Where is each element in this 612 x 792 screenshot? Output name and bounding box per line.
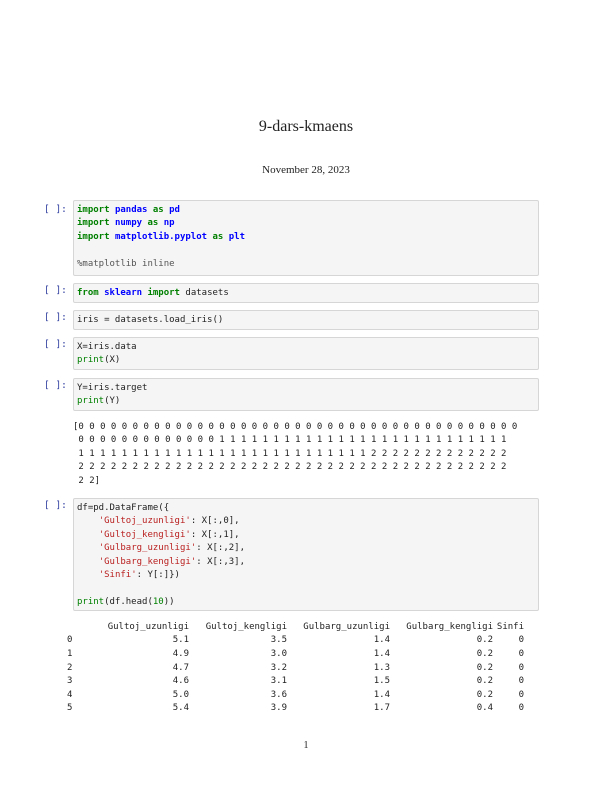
document-date: November 28, 2023 <box>262 164 350 176</box>
document-title: 9-dars-kmaens <box>258 118 354 135</box>
cell-prompt: [ ]: <box>44 285 67 296</box>
table-row: 3 4.6 3.1 1.5 0.2 0 <box>67 676 524 687</box>
cell-prompt: [ ]: <box>44 312 67 323</box>
column-header: Sinfi <box>496 621 524 632</box>
column-header: Gulbarg_uzunligi <box>303 621 390 632</box>
page-number: 1 <box>303 740 309 751</box>
table-row: 4 5.0 3.6 1.4 0.2 0 <box>67 689 524 700</box>
column-header: Gultoj_uzunligi <box>107 621 189 632</box>
code-input[interactable]: X=iris.data print(X) <box>73 337 539 370</box>
cell-output: [0 0 0 0 0 0 0 0 0 0 0 0 0 0 0 0 0 0 0 0 0 0 0 0 0 0 0 0 0 0 0 0 0 0 0 0 0 0 0 0 0 0 0 0 0 0 0 0 0 0 0 0 0 0 1 1 1 1 1 1 1 1 1 1 1 1 1 1 1 1 1 1 1 1 1 1 1 1 1 1 1 1 1 1 1 1 1 1 1 1 1 1 1 1 1 1 1 1 1 1 1 1 1 1 1 1 1 1 2 2 2 2 2 2 2 2 2 2 2 2 2 2 2 2 2 2 2 2 2 2 2 2 2 2 2 2 2 2 2 2 2 2 2 2 2 2 2 2 2 2 2 2 2 2 2 2 2 2 2 2 2 2 2] <box>73 422 518 486</box>
code-input[interactable]: Y=iris.target print(Y) <box>73 378 539 411</box>
table-row: 5 5.4 3.9 1.7 0.4 0 <box>67 703 524 714</box>
column-header: Gultoj_kengligi <box>205 621 287 632</box>
cell-prompt: [ ]: <box>44 380 67 391</box>
table-header-row <box>67 620 524 634</box>
column-header: Gulbarg_kengligi <box>406 621 493 632</box>
code-input[interactable]: from sklearn import datasets <box>73 283 539 303</box>
cell-prompt: [ ]: <box>44 500 67 511</box>
code-input[interactable]: import pandas as pd import numpy as np import matplotlib.pyplot as plt %matplotlib inline <box>73 200 539 276</box>
table-row: 1 4.9 3.0 1.4 0.2 0 <box>67 648 524 659</box>
code-input[interactable]: df=pd.DataFrame({ 'Gultoj_uzunligi': X[:,0], 'Gultoj_kengligi': X[:,1], 'Gulbarg_uzunligi': X[:,2], 'Gulbarg_kengligi': X[:,3], 'Sinfi': Y[:]}) print(df.head(10)) <box>73 498 539 611</box>
table-row: 2 4.7 3.2 1.3 0.2 0 <box>67 662 524 673</box>
code-input[interactable]: iris = datasets.load_iris() <box>73 310 539 330</box>
cell-prompt: [ ]: <box>44 204 67 215</box>
dataframe-output <box>67 620 524 715</box>
cell-prompt: [ ]: <box>44 339 67 350</box>
table-row: 0 5.1 3.5 1.4 0.2 0 <box>67 635 524 646</box>
